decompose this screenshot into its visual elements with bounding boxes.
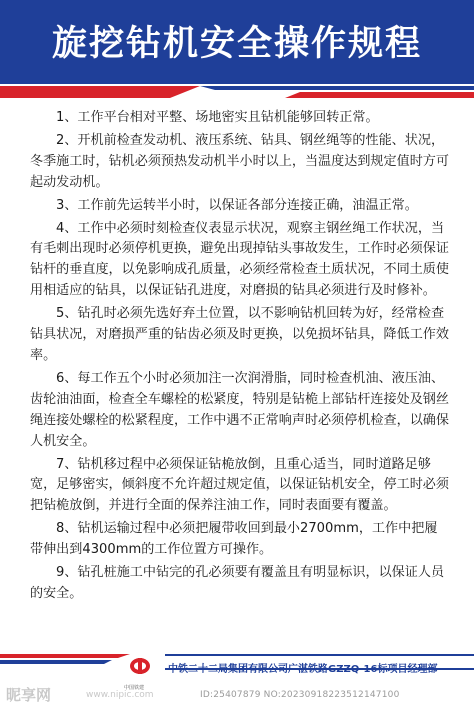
rule-item: 1、工作平台相对平整、场地密实且钻机能够回转正常。 (56, 110, 379, 125)
watermark-brand: 昵享网 (6, 686, 52, 704)
logo-caption: 中国铁建 (124, 685, 145, 691)
rule-item: 4、工作中必须时刻检查仪表显示状况，观察主钢丝绳工作状况，当有毛刺出现时必须停机更换，避免出现掉钻头事故发生，工作时必须保证钻杆的垂直度，以免影响成孔质量，必须经常检查土质状况，不同土质使用相适应的钻具，以保证钻孔进度，对磨损的钻具必须进行及时修补。 (30, 220, 449, 299)
header-banner (0, 0, 474, 98)
image-id-text: ID:25407879 NO:20230918223512147100 (200, 690, 400, 700)
watermark-url: www.nipic.com (86, 690, 154, 700)
rule-item: 9、钻孔桩施工中钻完的孔必须要有覆盖且有明显标识，以保证人员的安全。 (30, 565, 445, 601)
rule-item: 8、钻机运输过程中必须把履带收回到最小2700mm，工作中把履带伸出到4300mm的工作位置方可操作。 (30, 521, 438, 558)
footer (0, 646, 474, 711)
rule-item: 7、钻机移过程中必须保证钻桅放倒，且重心适当，同时道路足够宽，足够密实，倾斜度不允许超过规定值，以保证钻机安全，停工时必须把钻桅放倒，并进行全面的保养注油工作，同时表面要有覆盖。 (30, 456, 449, 514)
footer-organization: 中铁二十二局集团有限公司广湛铁路GZZQ-16标项目经理部 (168, 664, 438, 675)
crcc-logo-icon (128, 656, 152, 684)
rule-item: 2、开机前检查发动机、液压系统、钻具、钢丝绳等的性能、状况，冬季施工时，钻机必须预热发动机半小时以上，当温度达到规定值时方可起动发动机。 (30, 132, 449, 190)
decorative-stripes (0, 80, 474, 98)
rule-item: 6、每工作五个小时必须加注一次润滑脂，同时检查机油、液压油、齿轮油油面，检查全车螺栓的松紧度，特别是钻桅上部钻杆连接处及钢丝绳连接处螺栓的松紧程度，工作中遇不正常响声时必须停机检查，以确保人机安全。 (30, 370, 449, 449)
rules-list (30, 108, 450, 607)
rule-item: 3、工作前先运转半小时，以保证各部分连接正确，油温正常。 (56, 197, 418, 213)
rule-item: 5、钻孔时必须先选好弃土位置，以不影响钻机回转为好，经常检查钻具状况，对磨损严重的钻齿必须及时更换，以免损坏钻具，降低工作效率。 (30, 306, 449, 363)
page-title: 旋挖钻机安全操作规程 (51, 24, 422, 64)
